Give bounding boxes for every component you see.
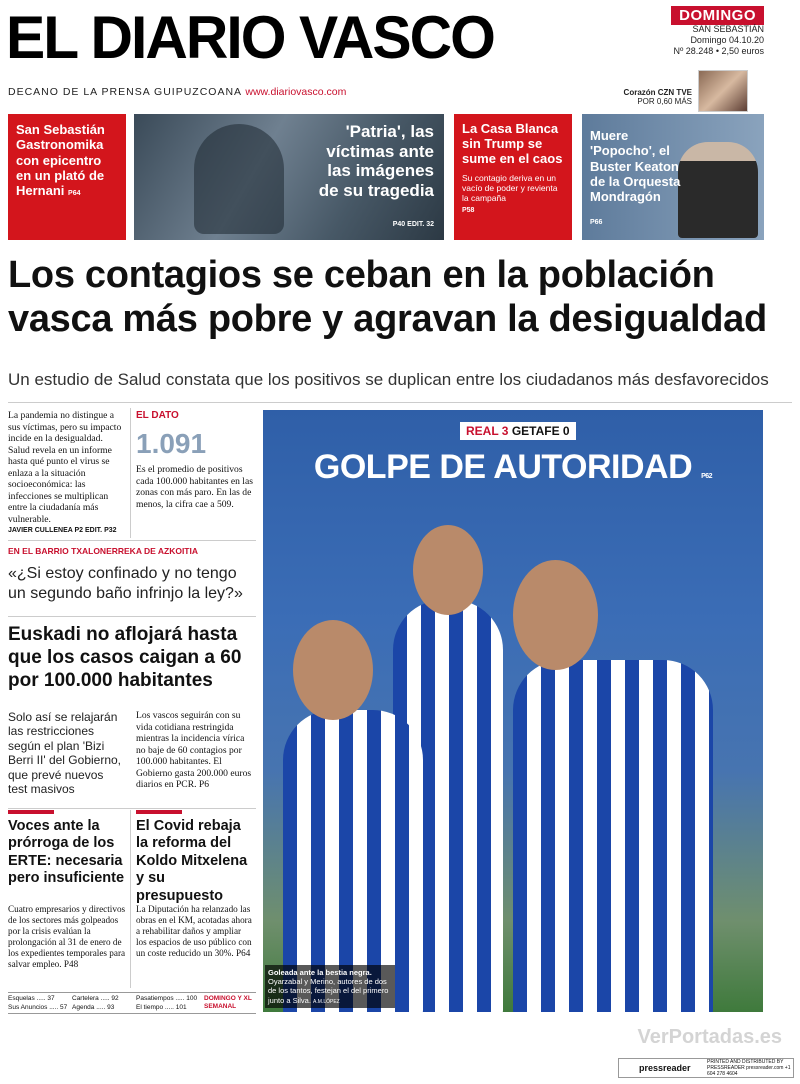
teaser-title: La Casa Blanca sin Trump se sume en el caos: [462, 121, 563, 166]
column-divider: [130, 810, 131, 988]
teaser-casa-blanca[interactable]: [454, 114, 572, 240]
koldo-headline[interactable]: El Covid rebaja la reforma del Koldo Mitxelena y su presupuesto: [136, 818, 248, 904]
teaser-gastronomika[interactable]: [8, 114, 126, 240]
teaser-text: Muere 'Popocho', el Buster Keaton de la Orquesta Mondragón: [590, 128, 681, 205]
erte-body: Cuatro empresarios y directivos de los sectores más golpeados por la crisis evalúan la prolongación al 31 de enero de los expedientes temporales para salvar empleo. P48: [8, 904, 126, 970]
popocho-photo: [678, 142, 758, 238]
divider: [8, 540, 256, 541]
divider: [8, 808, 256, 809]
section-index: [8, 992, 256, 1014]
masthead-tagline: [8, 86, 346, 98]
euskadi-body: Los vascos seguirán con su vida cotidiana restringida mientras la incidencia vírica no baje de 60 contagios por 100.000 habitantes. El Gobierno gasta 200.000 euros diarios en PCR. P6: [136, 710, 252, 790]
team1-score: REAL 3: [466, 424, 509, 438]
sport-headline[interactable]: GOLPE DE AUTORIDAD P62: [313, 448, 713, 486]
photo-caption: [265, 965, 395, 1009]
pressreader-badge[interactable]: [618, 1058, 794, 1078]
date: Domingo 04.10.20: [690, 34, 764, 45]
koldo-accent-bar: [136, 810, 182, 814]
teaser-text: 'Patria', las víctimas ante las imágenes de su tragedia: [318, 122, 434, 200]
player-right: [513, 660, 713, 1012]
pressreader-info: PRINTED AND DISTRIBUTED BY PRESSREADER pressreader.com +1 604 278 4604: [707, 1059, 791, 1077]
dato-number: 1.091: [136, 428, 207, 459]
koldo-body: La Diputación ha relanzado las obras en el KM, acotadas ahora a rehabilitar daños y ampliar los espacios de uso público con un coste reducido un 30%. P64: [136, 904, 252, 959]
tagline-text: DECANO DE LA PRENSA GUIPUZCOANA: [8, 86, 242, 98]
player-head: [413, 525, 483, 615]
main-body: [8, 410, 126, 535]
player-head: [513, 560, 598, 670]
column-divider: [130, 408, 131, 538]
main-body-text: La pandemia no distingue a sus víctimas, pero su impacto incide en la desigualdad. Salud revela en un informe hasta qué punto el virus se enlaza a la situación socioeconómica: las infecciones se multiplican entre la ciudadanía más vulnerable.: [8, 410, 122, 525]
caption-title: Goleada ante la bestia negra.: [268, 967, 372, 977]
magazine-promo: [624, 88, 692, 106]
divider: [8, 402, 792, 403]
day-badge: DOMINGO: [671, 6, 764, 25]
watermark: VerPortadas.es: [637, 1026, 782, 1048]
photo-credit: A.M.LÓPEZ: [313, 998, 340, 1005]
erte-headline[interactable]: Voces ante la prórroga de los ERTE: necesaria pero insuficiente: [8, 818, 125, 887]
teaser-page: P66: [590, 219, 603, 226]
divider: [8, 616, 256, 617]
website-link[interactable]: www.diariovasco.com: [245, 86, 347, 98]
erte-accent-bar: [8, 810, 54, 814]
scoreboard: [460, 422, 576, 440]
teaser-page: P58: [462, 207, 475, 215]
euskadi-lead: Solo así se relajarán las restricciones según el plan 'Bizi Berri II' del Gobierno, que prevé nuevos test masivos: [8, 710, 122, 796]
index-item[interactable]: Esquelas ..... 37: [8, 995, 55, 1002]
index-item[interactable]: Pasatiempos ..... 100: [136, 995, 198, 1002]
date-info: [674, 24, 765, 56]
dato-label: EL DATO: [136, 410, 179, 421]
patria-photo: [194, 124, 284, 234]
sport-photo[interactable]: [263, 410, 763, 1012]
index-item[interactable]: El tiempo ..... 101: [136, 1004, 187, 1011]
dato-text: Es el promedio de positivos cada 100.000 habitantes en las zonas con más paro. En las de menos, la cifra cae a 509.: [136, 464, 253, 510]
magazine-thumbnail: [698, 70, 748, 112]
teaser-page: P64: [68, 190, 81, 198]
team2-score: GETAFE 0: [511, 424, 570, 438]
issue-price: Nº 28.248 • 2,50 euros: [673, 45, 764, 56]
index-promo: DOMINGO Y XL SEMANAL: [204, 995, 252, 1011]
main-byline: JAVIER CULLENEA P2 EDIT. P32: [8, 527, 117, 534]
index-item[interactable]: Agenda ..... 93: [72, 1004, 115, 1011]
barrio-kicker: EN EL BARRIO TXALONERREKA DE AZKOITIA: [8, 546, 198, 556]
teaser-text: San Sebastián Gastronomika con epicentro en un plató de Hernani: [16, 122, 105, 199]
promo-title: Corazón CZN TVE: [623, 88, 692, 97]
euskadi-headline[interactable]: Euskadi no aflojará hasta que los casos caigan a 60 por 100.000 habitantes: [8, 624, 242, 691]
teaser-summary: Su contagio deriva en un vacío de poder y revienta la campaña: [462, 172, 558, 204]
city: SAN SEBASTIÁN: [692, 24, 764, 34]
pressreader-logo: pressreader: [639, 1063, 691, 1073]
caption-text: Oyarzabal y Merino, autores de dos de los tantos, festejan el del primero junto a Silva.: [268, 976, 389, 1005]
teaser-patria[interactable]: [134, 114, 444, 240]
masthead-title: EL DIARIO VASCO: [6, 4, 494, 71]
teaser-popocho[interactable]: [582, 114, 764, 240]
teaser-page: P40 EDIT. 32: [392, 221, 434, 228]
main-subhead: Un estudio de Salud constata que los positivos se duplican entre los ciudadanos más desfavorecidos: [8, 370, 769, 389]
main-headline[interactable]: Los contagios se ceban en la población vasca más pobre y agravan la desigualdad: [8, 254, 767, 340]
index-item[interactable]: Sus Anuncios ..... 57: [8, 1004, 68, 1011]
promo-price: POR 0,60 MÁS: [637, 97, 692, 107]
barrio-quote[interactable]: «¿Si estoy confinado y no tengo un segundo baño infrinjo la ley?»: [8, 565, 243, 602]
index-item[interactable]: Cartelera ..... 92: [72, 995, 119, 1002]
player-head: [293, 620, 373, 720]
